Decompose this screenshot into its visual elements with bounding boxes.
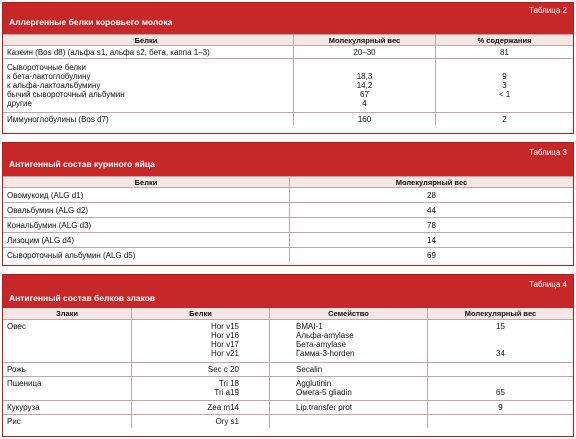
table-row — [3, 247, 573, 262]
table-row — [3, 414, 573, 428]
protein-family: BMAI-1 — [296, 322, 323, 331]
table-4 — [2, 274, 574, 437]
protein-name: Sec c 20 — [131, 363, 269, 376]
table-title: Антигенный состав белков злаков — [9, 293, 156, 303]
molecular-weight: 15 — [496, 322, 505, 331]
protein-family: Secalin — [269, 363, 427, 376]
family-cell — [269, 320, 427, 362]
table-header — [3, 143, 573, 176]
table-row — [3, 112, 573, 125]
protein-name: Иммуноглобулины (Bos d7) — [7, 115, 109, 124]
percent-content: < 1 — [498, 90, 511, 99]
protein-name: Tri 18 — [218, 379, 239, 388]
protein-name: Tri a19 — [214, 388, 239, 397]
cereal-name: Рожь — [7, 365, 26, 374]
table-3 — [2, 142, 574, 266]
molecular-weight — [432, 379, 569, 388]
protein-name: к бета-лактоглобулину — [7, 72, 91, 81]
cereal-name: Кукуруза — [7, 403, 40, 412]
col-header-mw: Молекулярный вес — [293, 35, 435, 45]
molecular-weight: 44 — [289, 203, 573, 217]
cereal-name: Пшеница — [7, 379, 42, 388]
protein-name: Zea m14 — [131, 401, 269, 414]
protein-name: Овомукоид (ALG d1) — [7, 191, 84, 200]
protein-name: бычий сывороточный альбумин — [7, 90, 125, 99]
protein-name: Сывороточные белки — [7, 63, 87, 72]
molecular-weight-cell — [293, 59, 435, 112]
table-number: Таблица 3 — [528, 148, 567, 157]
col-header-proteins: Белки — [131, 308, 269, 319]
molecular-weight: 14 — [289, 233, 573, 247]
table-header — [3, 3, 573, 34]
percent-content — [440, 63, 569, 72]
percent-content-cell — [435, 59, 573, 112]
protein-name: Hor v21 — [210, 349, 239, 358]
protein-name: Hor v16 — [210, 331, 239, 340]
protein-name-cell — [3, 59, 293, 112]
protein-cell — [131, 320, 269, 362]
molecular-weight: 78 — [289, 218, 573, 232]
protein-name: Сывороточный альбумин (ALG d5) — [7, 251, 136, 260]
molecular-weight — [298, 63, 431, 72]
molecular-weight: 65 — [496, 388, 505, 397]
table-row — [3, 362, 573, 376]
protein-name: Hor v17 — [210, 340, 239, 349]
table-title: Аллергенные белки коровьего молока — [9, 17, 173, 27]
protein-family — [269, 415, 427, 428]
cereal-name: Рис — [7, 417, 21, 426]
table-header — [3, 275, 573, 308]
protein-family: Agglutinin — [296, 379, 332, 388]
column-header-row — [3, 308, 573, 319]
molecular-weight: 20–30 — [293, 46, 435, 58]
table-row — [3, 187, 573, 202]
mw-cell — [427, 377, 573, 400]
table-row — [3, 376, 573, 400]
molecular-weight — [427, 415, 573, 428]
percent-content — [440, 99, 569, 108]
col-header-proteins: Белки — [134, 36, 158, 45]
family-cell — [269, 377, 427, 400]
molecular-weight: 67 — [360, 90, 369, 99]
protein-name: другие — [7, 99, 32, 108]
molecular-weight — [432, 331, 569, 340]
table-row — [3, 319, 573, 362]
percent-content: 2 — [435, 113, 573, 125]
col-header-family: Семейство — [269, 308, 427, 319]
column-header-row — [3, 176, 573, 187]
table-row — [3, 217, 573, 232]
col-header-cereals: Злаки — [56, 309, 78, 318]
protein-name: Ory s1 — [131, 415, 269, 428]
column-header-row — [3, 34, 573, 45]
percent-content: 3 — [502, 81, 507, 90]
percent-content: 81 — [435, 46, 573, 58]
protein-name: Казеин (Bos d8) (альфа s1, альфа s2, бета, каппа 1–3) — [7, 48, 210, 57]
molecular-weight: 4 — [362, 99, 367, 108]
table-row — [3, 400, 573, 414]
molecular-weight: 14,2 — [356, 81, 373, 90]
table-row — [3, 45, 573, 58]
cereal-name: Овес — [7, 322, 26, 331]
molecular-weight: 18,3 — [356, 72, 373, 81]
col-header-mw: Молекулярный вес — [289, 177, 573, 187]
table-number: Таблица 4 — [528, 280, 567, 289]
protein-cell — [131, 377, 269, 400]
table-2 — [2, 2, 574, 134]
molecular-weight — [427, 363, 573, 376]
table-row — [3, 58, 573, 112]
molecular-weight: 9 — [427, 401, 573, 414]
protein-family: Гамма-3-horden — [296, 349, 355, 358]
molecular-weight: 34 — [496, 349, 505, 358]
protein-family: Омега-5 gliadin — [296, 388, 352, 397]
protein-name: Овальбумин (ALG d2) — [7, 206, 89, 215]
protein-name: к альфа-лактоальбумину — [7, 81, 101, 90]
protein-family: Lip.transfer prot — [269, 401, 427, 414]
table-row — [3, 232, 573, 247]
molecular-weight: 160 — [293, 113, 435, 125]
mw-cell — [427, 320, 573, 362]
molecular-weight: 28 — [289, 188, 573, 202]
table-row — [3, 202, 573, 217]
table-number: Таблица 2 — [528, 6, 567, 15]
protein-name: Лизоцим (ALG d4) — [7, 236, 74, 245]
col-header-mw: Молекулярный вес — [427, 308, 573, 319]
col-header-proteins: Белки — [134, 178, 158, 187]
protein-name: Hor v15 — [210, 322, 239, 331]
molecular-weight: 69 — [289, 248, 573, 262]
percent-content: 9 — [502, 72, 507, 81]
molecular-weight — [432, 340, 569, 349]
col-header-percent: % содержания — [435, 35, 573, 45]
table-title: Антигенный состав куриного яйца — [9, 159, 155, 169]
protein-family: Альфа-amylase — [296, 331, 354, 340]
protein-name: Кональбумин (ALG d3) — [7, 221, 92, 230]
protein-family: Бета-amylase — [296, 340, 346, 349]
